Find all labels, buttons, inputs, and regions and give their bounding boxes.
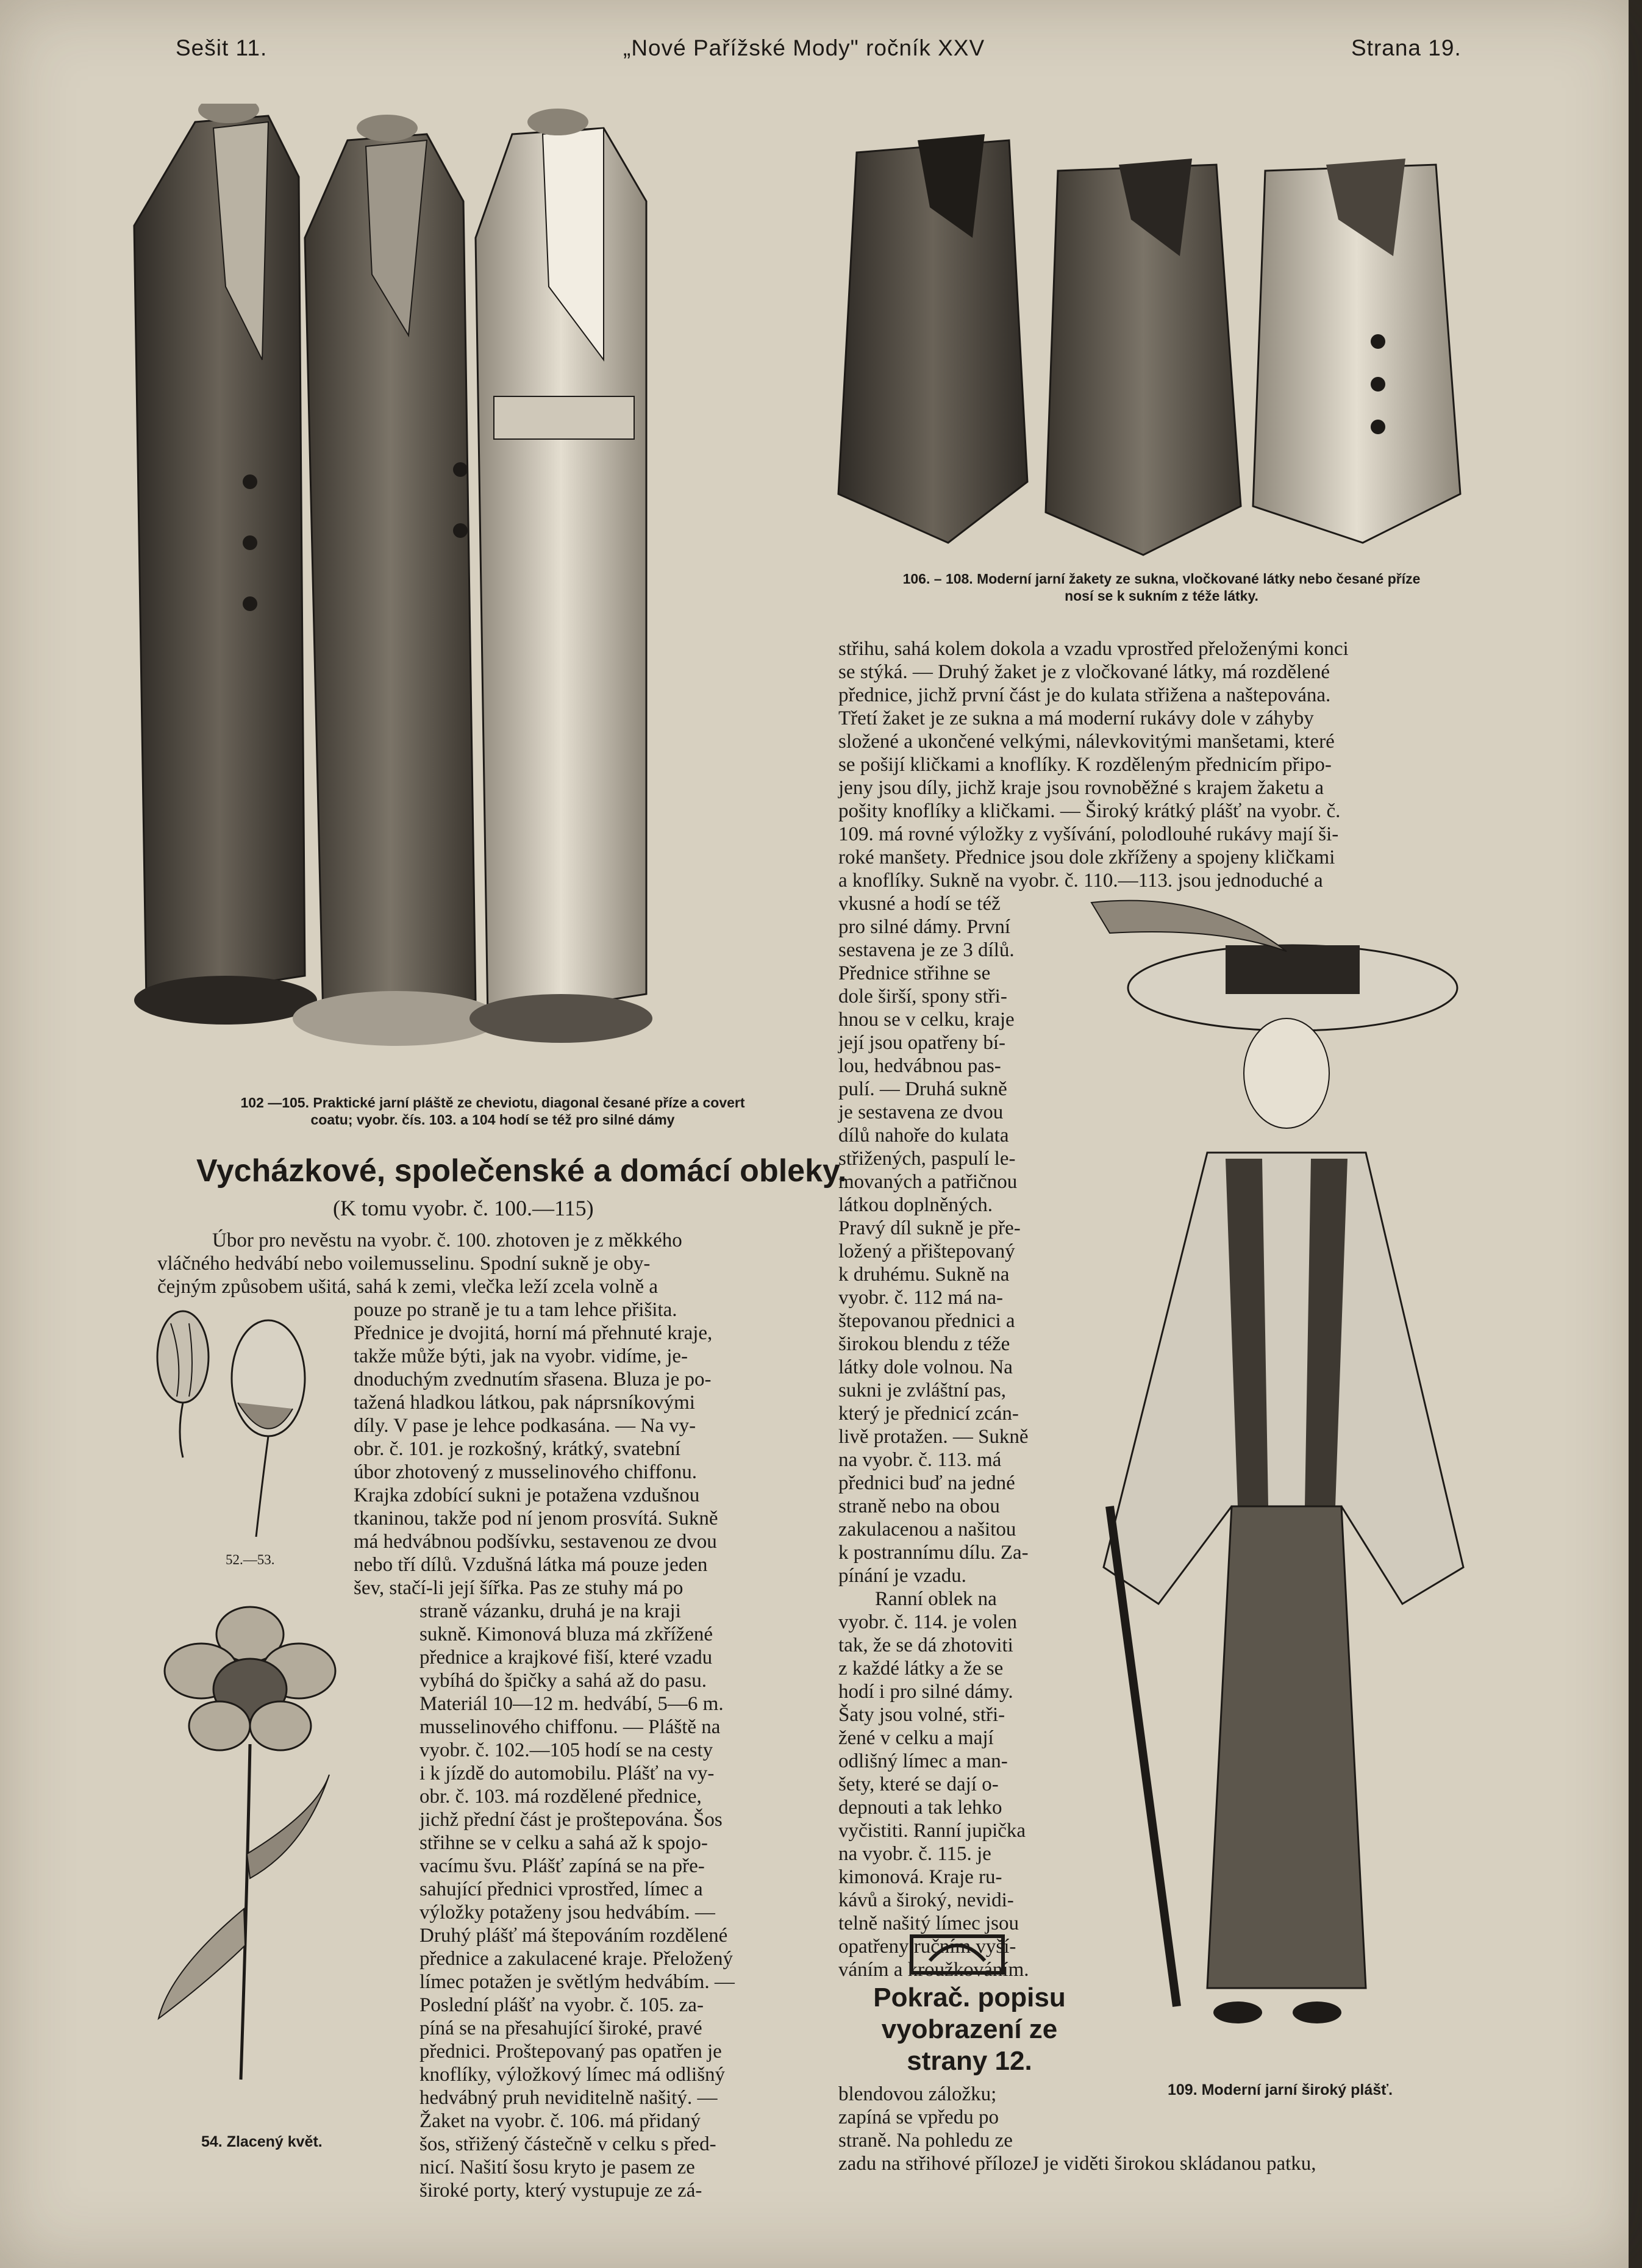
text-line: látkou doplněných. xyxy=(838,1194,993,1216)
text-line: hnou se v celku, kraje xyxy=(838,1009,1015,1031)
gilded-flower-illustration xyxy=(134,1592,366,2098)
text-line: zakulacenou a našitou xyxy=(838,1519,1016,1540)
text-line: Krajka zdobící sukni je potažena vzdušnou xyxy=(354,1484,700,1506)
text-line: vyobr. č. 112 má na- xyxy=(838,1287,1004,1309)
text-line: Přednice střihne se xyxy=(838,962,991,984)
coats-illustration xyxy=(122,104,829,1055)
text-line: přednice a krajkové fiší, které vzadu xyxy=(419,1647,713,1669)
text-line: šos, střižený částečně v celku s před- xyxy=(419,2133,716,2155)
article-col1-intro xyxy=(157,1229,810,1298)
text-line: Úbor pro nevěstu na vyobr. č. 100. zhotoven je z měkkého xyxy=(212,1229,682,1251)
text-line: kimonová. Kraje ru- xyxy=(838,1866,1002,1888)
text-line: Šaty jsou volné, stři- xyxy=(838,1704,1005,1726)
text-line: hedvábný pruh neviditelně našitý. — xyxy=(419,2087,718,2109)
text-line: blendovou záložku; xyxy=(838,2083,997,2105)
text-line: straně nebo na obou xyxy=(838,1495,1000,1517)
text-line: se stýká. — Druhý žaket je z vločkované látky, má rozdělené xyxy=(838,661,1330,683)
text-line: šev, stačí-li její šířka. Pas ze stuhy má po xyxy=(354,1577,684,1599)
text-line: takže může býti, jak na vyobr. vidíme, je- xyxy=(354,1345,688,1367)
text-line: vyčistiti. Ranní jupička xyxy=(838,1820,1026,1842)
text-line: Žaket na vyobr. č. 106. má přidaný xyxy=(419,2110,701,2132)
text-line: střižených, paspulí le- xyxy=(838,1148,1016,1170)
text-line: nebo tří dílů. Vzdušná látka má pouze jeden xyxy=(354,1554,708,1576)
text-line: se pošijí kličkami a knoflíky. K rozděleným přednicím připo- xyxy=(838,754,1332,776)
text-line: dílů nahoře do kulata xyxy=(838,1125,1009,1147)
header-page-number: Strana 19. xyxy=(1351,35,1462,60)
text-line: žené v celku a mají xyxy=(838,1727,994,1749)
article-title: Vycházkové, společenské a domácí obleky. xyxy=(196,1153,847,1189)
text-line: tkaninou, takže pod ní jenom prosvítá. Sukně xyxy=(354,1508,718,1529)
text-line: obr. č. 103. má rozdělené přednice, xyxy=(419,1786,702,1808)
text-line: telně našitý límec jsou xyxy=(838,1912,1019,1934)
text-line: pínání je vzadu. xyxy=(838,1565,966,1587)
text-line: 109. má rovné výložky z vyšívání, polodlouhé rukávy mají ši- xyxy=(838,823,1339,845)
text-line: nicí. Našití šosu kryto je pasem ze xyxy=(419,2156,695,2178)
text-line: obr. č. 101. je rozkošný, krátký, svatební xyxy=(354,1438,681,1460)
continuation-heading-line-2: vyobrazení ze xyxy=(881,2014,1058,2044)
text-line: váním a kroužkováním. xyxy=(838,1959,1029,1981)
text-line: ložený a přištepovaný xyxy=(838,1240,1015,1262)
text-line: movaných a patřičnou xyxy=(838,1171,1018,1193)
text-line: sukni je zvláštní pas, xyxy=(838,1379,1006,1401)
header-magazine-title: „Nové Pařížské Mody" ročník XXV xyxy=(623,35,985,60)
text-line: straně vázanku, druhá je na kraji xyxy=(419,1600,681,1622)
text-line: výložky potaženy jsou hedvábím. — xyxy=(419,1901,715,1923)
text-line: Přednice je dvojitá, horní má přehnuté kraje, xyxy=(354,1322,713,1344)
text-line: střihu, sahá kolem dokola a vzadu vprostřed přeloženými konci xyxy=(838,638,1349,660)
text-line: přednice, jichž první část je do kulata střižena a naštepována. xyxy=(838,684,1331,706)
text-line: sestavena je ze 3 dílů. xyxy=(838,939,1015,961)
article-col2-narrow xyxy=(838,892,1101,1981)
text-line: na vyobr. č. 113. má xyxy=(838,1449,1002,1471)
text-line: Materiál 10—12 m. hedvábí, 5—6 m. xyxy=(419,1693,724,1715)
caption-jackets-line-1: 106. – 108. Moderní jarní žakety ze sukna, vločkované látky nebo česané příze xyxy=(902,571,1421,587)
text-line: Poslední plášť na vyobr. č. 105. za- xyxy=(419,1994,704,2016)
text-line: tažená hladkou látkou, pak náprsníkovými xyxy=(354,1392,695,1414)
text-line: vkusné a hodí se též xyxy=(838,893,1001,915)
caption-coats-line-1: 102 —105. Praktické jarní pláště ze cheviotu, diagonal česané příze a covert xyxy=(240,1095,745,1111)
continuation-heading-line-1: Pokrač. popisu xyxy=(873,1983,1066,2012)
text-line: a knoflíky. Sukně na vyobr. č. 110.—113. jsou jednoduché a xyxy=(838,870,1323,892)
text-line: přednice a zakulacené kraje. Přeložený xyxy=(419,1948,733,1970)
text-line: Ranní oblek na xyxy=(875,1588,997,1610)
text-line: dole širší, spony stři- xyxy=(838,986,1007,1007)
text-line: k postrannímu dílu. Za- xyxy=(838,1542,1029,1564)
text-line: z každé látky a že se xyxy=(838,1658,1004,1680)
article-col2-wide xyxy=(838,637,1491,892)
text-line: pošity knoflíky a kličkami. — Široký krátký plášť na vyobr. č. xyxy=(838,800,1341,822)
caption-jackets xyxy=(838,570,1485,604)
text-line: límec potažen je světlým hedvábím. — xyxy=(419,1971,735,1993)
article-col1-narrow xyxy=(354,1298,810,1600)
text-line: přednici. Proštepovaný pas opatřen je xyxy=(419,2041,722,2062)
continuation-text xyxy=(838,2083,1101,2152)
text-line: látky dole volnou. Na xyxy=(838,1356,1013,1378)
page-binding-edge xyxy=(1629,0,1642,2268)
text-line: sahující přednici vprostřed, límec a xyxy=(419,1878,703,1900)
text-line: vyobr. č. 114. je volen xyxy=(838,1611,1017,1633)
caption-flower-54: 54. Zlacený květ. xyxy=(201,2133,323,2150)
ornament-icon xyxy=(905,1930,1009,1979)
text-line: zapíná se vpředu po xyxy=(838,2106,999,2128)
text-line: má hedvábnou podšívku, sestavenou ze dvou xyxy=(354,1531,717,1553)
text-line: pulí. — Druhá sukně xyxy=(838,1078,1007,1100)
text-line: její jsou opatřeny bí- xyxy=(838,1032,1006,1054)
text-line: úbor zhotovený z musselinového chiffonu. xyxy=(354,1461,698,1483)
text-line: Druhý plášť má štepováním rozdělené xyxy=(419,1925,728,1947)
text-line: pro silné dámy. První xyxy=(838,916,1010,938)
text-line: čejným způsobem ušitá, sahá k zemi, vlečka leží zcela volně a xyxy=(157,1276,658,1298)
caption-jackets-line-2: nosí se k sukním z téže látky. xyxy=(1065,588,1258,604)
tulip-illustration xyxy=(140,1299,323,1543)
text-line: vacímu švu. Plášť zapíná se na pře- xyxy=(419,1855,705,1877)
cape-illustration xyxy=(1085,896,1488,2031)
text-line: livě protažen. — Sukně xyxy=(838,1426,1029,1448)
text-line: štepovanou přednici a xyxy=(838,1310,1015,1332)
text-line: který je přednicí zcán- xyxy=(838,1403,1019,1425)
text-line: dnoduchým zvednutím sřasena. Bluza je po- xyxy=(354,1368,712,1390)
text-line: hodí i pro silné dámy. xyxy=(838,1681,1013,1703)
text-line: je sestavena ze dvou xyxy=(838,1101,1004,1123)
text-line: vybíhá do špičky a sahá až do pasu. xyxy=(419,1670,707,1692)
text-line: široké porty, který vystupuje ze zá- xyxy=(419,2180,702,2202)
text-line: vláčného hedvábí nebo voilemusselinu. Spodní sukně je oby- xyxy=(157,1253,651,1275)
article-col1-narrower xyxy=(419,1600,810,2202)
continuation-heading xyxy=(838,1982,1101,2077)
header-issue: Sešit 11. xyxy=(176,35,268,60)
caption-coats xyxy=(157,1094,828,1128)
text-line: na vyobr. č. 115. je xyxy=(838,1843,991,1865)
text-line: sukně. Kimonová bluza má zkřížené xyxy=(419,1623,713,1645)
caption-flower-52-53: 52.—53. xyxy=(226,1552,275,1567)
text-line: přednici buď na jedné xyxy=(838,1472,1015,1494)
text-line: opatřeny ručním vyší- xyxy=(838,1936,1016,1958)
text-line: odlišný límec a man- xyxy=(838,1750,1008,1772)
text-line: Pravý díl sukně je pře- xyxy=(838,1217,1021,1239)
text-line: píná se na přesahující široké, pravé xyxy=(419,2017,702,2039)
continuation-last-line: zadu na střihové přílozeJ je viděti širokou skládanou patku, xyxy=(838,2153,1316,2175)
text-line: složené a ukončené velkými, nálevkovitými manšetami, které xyxy=(838,731,1335,753)
text-line: jichž přední část je proštepována. Šos xyxy=(419,1809,723,1831)
text-line: straně. Na pohledu ze xyxy=(838,2130,1013,2152)
continuation-heading-line-3: strany 12. xyxy=(907,2046,1032,2076)
text-line: pouze po straně je tu a tam lehce přišita. xyxy=(354,1299,677,1321)
text-line: knoflíky, výložkový límec má odlišný xyxy=(419,2064,726,2086)
text-line: depnouti a tak lehko xyxy=(838,1797,1002,1819)
text-line: šety, které se dají o- xyxy=(838,1773,999,1795)
text-line: kávů a široký, nevidi- xyxy=(838,1889,1014,1911)
text-line: k druhému. Sukně na xyxy=(838,1264,1010,1286)
text-line: lou, hedvábnou pas- xyxy=(838,1055,1001,1077)
article-subtitle: (K tomu vyobr. č. 100.—115) xyxy=(333,1196,594,1220)
text-line: tak, že se dá zhotoviti xyxy=(838,1634,1013,1656)
caption-cape: 109. Moderní jarní široký plášť. xyxy=(1168,2081,1393,2098)
jackets-illustration xyxy=(826,116,1491,567)
text-line: jeny jsou díly, jichž kraje jsou rovnoběžné s krajem žaketu a xyxy=(838,777,1324,799)
text-line: roké manšety. Přednice jsou dole zkříženy a spojeny kličkami xyxy=(838,846,1335,868)
text-line: střihne se v celku a sahá až k spojo- xyxy=(419,1832,708,1854)
text-line: širokou blendu z téže xyxy=(838,1333,1010,1355)
caption-coats-line-2: coatu; vyobr. čís. 103. a 104 hodí se též pro silné dámy xyxy=(310,1112,675,1128)
text-line: Třetí žaket je ze sukna a má moderní rukávy dole v záhyby xyxy=(838,707,1314,729)
text-line: díly. V pase je lehce podkasána. — Na vy- xyxy=(354,1415,696,1437)
text-line: vyobr. č. 102.—105 hodí se na cesty xyxy=(419,1739,713,1761)
text-line: musselinového chiffonu. — Pláště na xyxy=(419,1716,721,1738)
text-line: i k jízdě do automobilu. Plášť na vy- xyxy=(419,1762,715,1784)
